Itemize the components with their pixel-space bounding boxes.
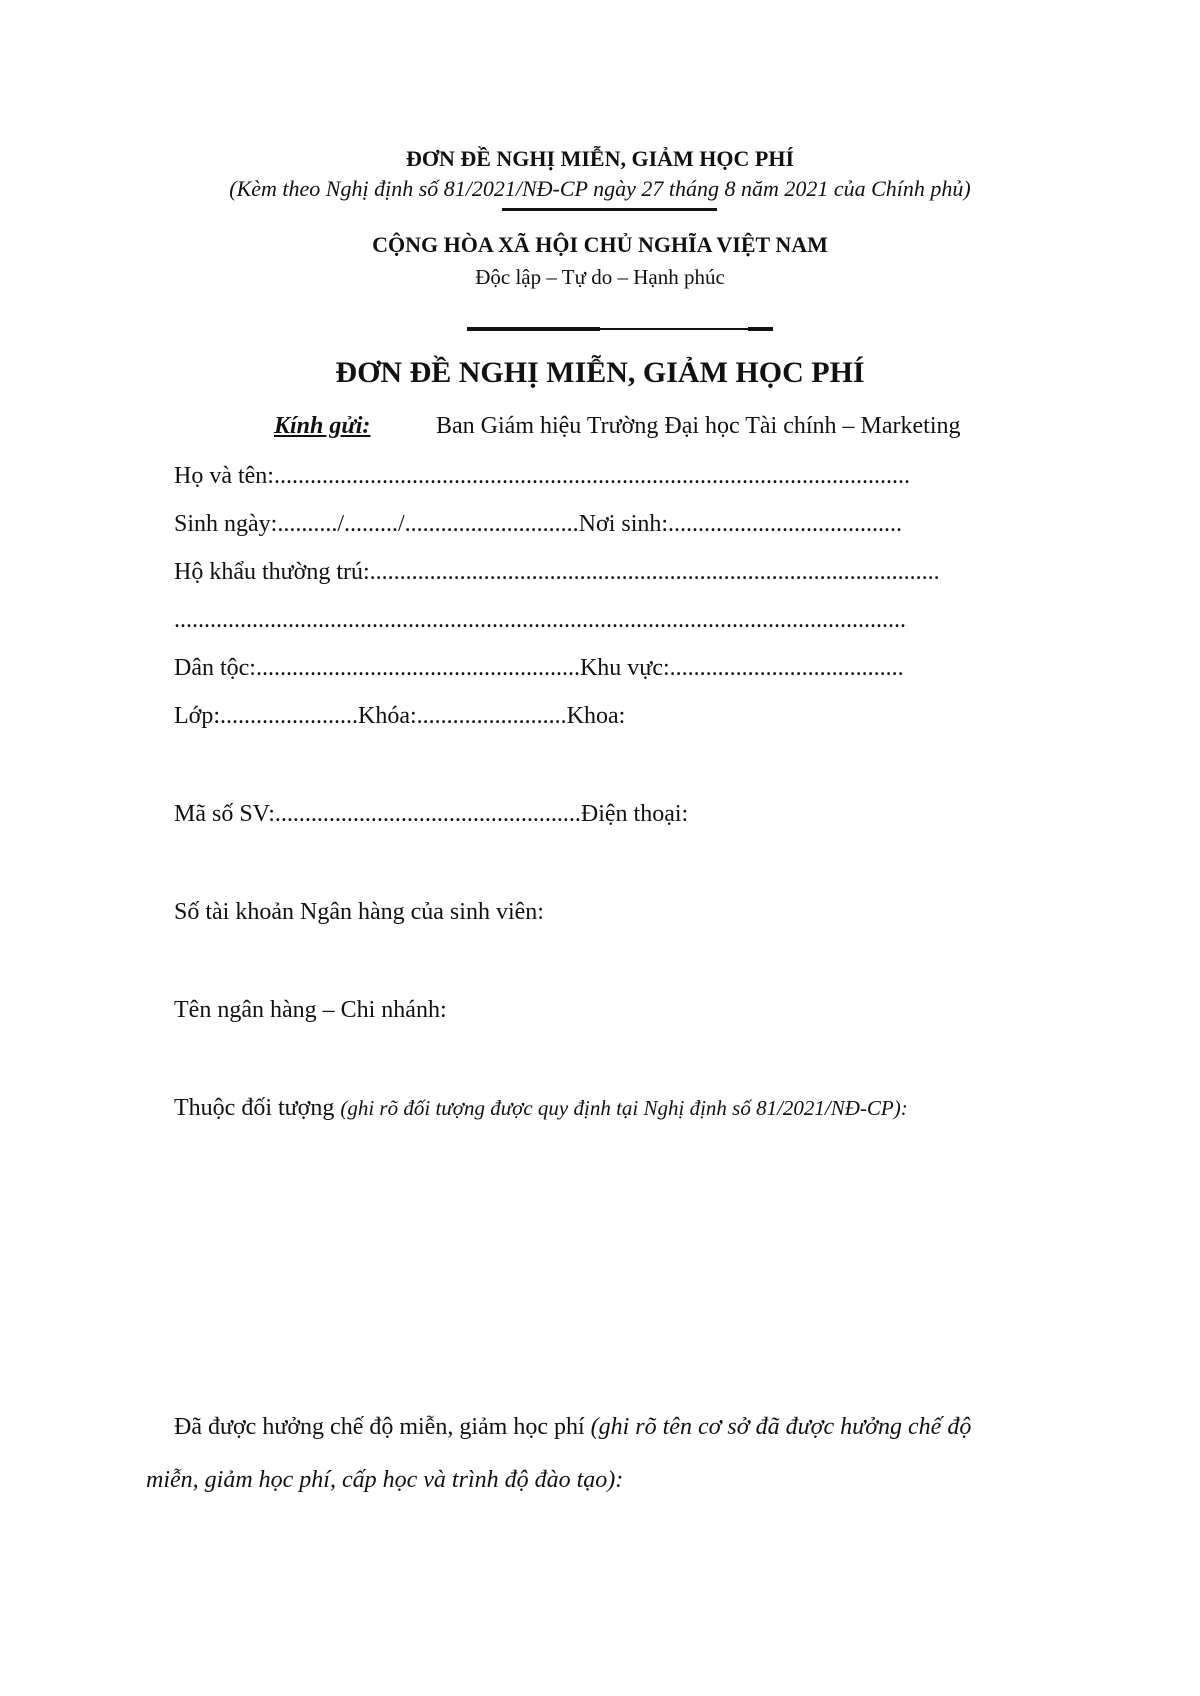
class-course-faculty-field: Lớp:.......................Khóa:.........................Khoa: bbox=[174, 703, 626, 729]
bank-account-field: Số tài khoản Ngân hàng của sinh viên: bbox=[174, 899, 544, 925]
ethnicity-area-field: Dân tộc:......................................................Khu vực:....................................... bbox=[174, 655, 904, 681]
previous-exemption-field bbox=[174, 1414, 971, 1441]
student-id-phone-field: Mã số SV:...................................................Điện thoại: bbox=[174, 801, 689, 827]
beneficiary-note: (ghi rõ đối tượng được quy định tại Nghị định số 81/2021/NĐ-CP): bbox=[340, 1096, 908, 1120]
recipient-value: Ban Giám hiệu Trường Đại học Tài chính – Marketing bbox=[436, 413, 961, 439]
motto-underline-accent bbox=[467, 327, 600, 331]
recipient-label: Kính gửi: bbox=[274, 413, 371, 439]
previous-exemption-note: (ghi rõ tên cơ sở đã được hưởng chế độ bbox=[590, 1414, 972, 1440]
form-title: ĐƠN ĐỀ NGHỊ MIỄN, GIẢM HỌC PHÍ bbox=[335, 356, 865, 389]
beneficiary-field bbox=[174, 1095, 908, 1122]
document-top-title: ĐƠN ĐỀ NGHỊ MIỄN, GIẢM HỌC PHÍ bbox=[405, 146, 795, 171]
birth-date-field: Sinh ngày:........../........./.............................Nơi sinh:....................................... bbox=[174, 511, 903, 537]
beneficiary-label: Thuộc đối tượng bbox=[174, 1095, 341, 1121]
bank-branch-field: Tên ngân hàng – Chi nhánh: bbox=[174, 997, 447, 1023]
decree-note: (Kèm theo Nghị định số 81/2021/NĐ-CP ngày 27 tháng 8 năm 2021 của Chính phủ) bbox=[229, 176, 971, 201]
residence-field: Hộ khẩu thường trú:............................................................................................... bbox=[174, 559, 940, 585]
residence-continuation: .......................................................................................................................... bbox=[174, 607, 906, 633]
nation-name: CỘNG HÒA XÃ HỘI CHỦ NGHĨA VIỆT NAM bbox=[372, 232, 828, 257]
decree-underline bbox=[502, 208, 717, 211]
national-motto: Độc lập – Tự do – Hạnh phúc bbox=[475, 265, 725, 289]
previous-exemption-note-cont: miễn, giảm học phí, cấp học và trình độ đào tạo): bbox=[146, 1467, 624, 1493]
previous-exemption-label: Đã được hưởng chế độ miễn, giảm học phí bbox=[174, 1414, 591, 1440]
motto-underline-accent bbox=[748, 327, 773, 331]
full-name-field: Họ và tên:.......................................................................................................... bbox=[174, 463, 910, 489]
